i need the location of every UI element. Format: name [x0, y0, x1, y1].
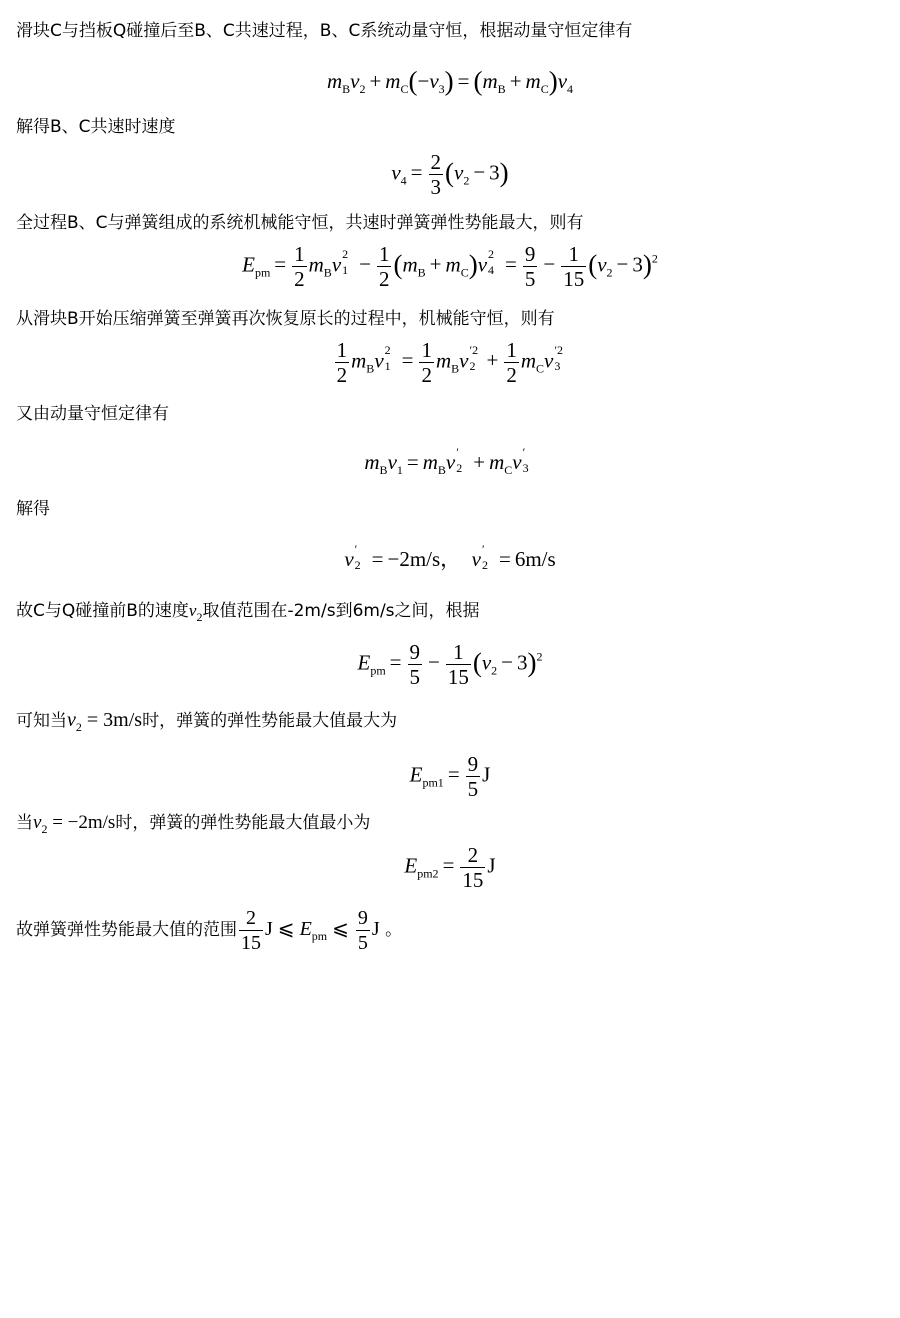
paragraph-momentum-intro: 滑块C与挡板Q碰撞后至B、C共速过程，B、C系统动量守恒，根据动量守恒定律有	[16, 21, 633, 41]
paragraph-velocity-range: 故C与Q碰撞前B的速度$v_2$取值范围在-2m/s到6m/s之间，根据	[16, 601, 480, 624]
equation-v4: $v_4$ = $\frac{2}{3}$ $(v_2 - 3)$	[391, 150, 509, 199]
paragraph-common-velocity: 解得B、C共速时速度	[16, 117, 176, 137]
paragraph-final-range: 故弹簧弹性势能最大值的范围 $\frac{2}{15}$ J ⩽ $E_{pm}$ ⩽ $\frac{9}{5}$ J 。	[16, 906, 403, 954]
equation-epm2: $E_{pm2}$ = $\frac{2}{15}$ J	[404, 843, 496, 892]
equation-epm1: $E_{pm1}$ = $\frac{9}{5}$ J	[409, 752, 491, 801]
paragraph-compression-process: 从滑块B开始压缩弹簧至弹簧再次恢复原长的过程中，机械能守恒，则有	[16, 309, 555, 329]
paragraph-min-case: 当$v_2 = -2m/s$时，弹簧的弹性势能最大值最小为	[16, 812, 371, 836]
equation-epm: $E_{pm}$ = $\frac{1}{2}$ $m_Bv$ 2 1 − $\frac{1}{2}$ $(m_B + m_C)v$ 2 4 = $\frac{9}{5}$ − $\frac{1}{15}$ $(v_2 - 3)^2$	[242, 242, 658, 291]
paragraph-max-case: 可知当$v_2 = 3m/s$时，弹簧的弹性势能最大值最大为	[16, 709, 398, 734]
equation-momentum-bc: $m_Bv_2 + m_C(-v_3) = (m_B + m_C)v_4$	[326, 66, 574, 96]
equation-energy-elastic: $\frac{1}{2}$ $m_Bv$ 2 1 = $\frac{1}{2}$ $m_Bv$ ′2 2 + $\frac{1}{2}$ $m_Cv$ ′2 3	[336, 338, 563, 387]
paragraph-momentum-again: 又由动量守恒定律有	[16, 404, 169, 424]
equation-v2-prime: v ′ 2 = −2m/s， v ′ 2 = 6m/s	[344, 542, 556, 572]
paragraph-solve: 解得	[16, 499, 50, 519]
equation-epm-repeat: $E_{pm}$ = $\frac{9}{5}$ − $\frac{1}{15}$ $(v_2 - 3)^2$	[357, 640, 543, 689]
paragraph-energy-conservation: 全过程B、C与弹簧组成的系统机械能守恒，共速时弹簧弹性势能最大，则有	[16, 213, 584, 233]
equation-momentum-elastic: $m_Bv_1 = m_Bv$ ′ 2 + $m_Cv$ ′ 3	[364, 445, 529, 477]
